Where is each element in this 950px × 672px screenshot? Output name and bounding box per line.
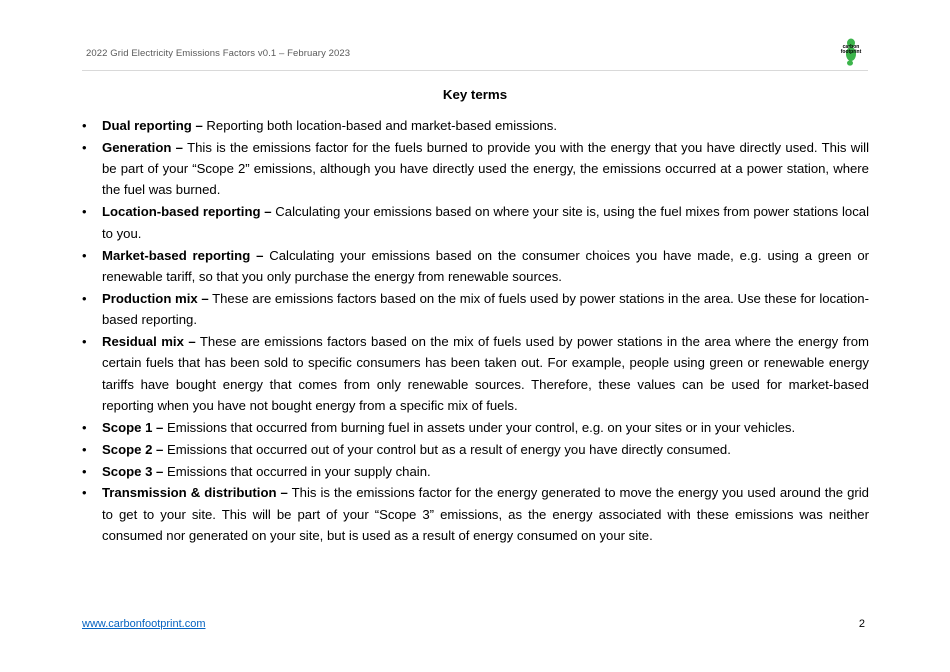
logo-text-line2: footprint (840, 49, 862, 55)
term-scope-2 (82, 439, 869, 460)
header-text: 2022 Grid Electricity Emissions Factors v0.1 – February 2023 (86, 48, 351, 59)
website-link[interactable]: www.carbonfootprint.com (82, 618, 206, 630)
term-description: This is the emissions factor for the fuels burned to provide you with the energy that you have directly used. This will be part of your “Scope 2” emissions, although you have directly used the energy, the emissions occurred at a power station, where the fuel was burned. (102, 139, 869, 198)
term-scope-1 (82, 417, 869, 438)
term-market-based-reporting (82, 245, 869, 288)
term-description: Emissions that occurred in your supply chain. (163, 463, 431, 479)
term-transmission-distribution (82, 482, 869, 546)
bullet-icon: • (82, 139, 87, 155)
bullet-icon: • (82, 463, 87, 479)
term-description: Emissions that occurred out of your control but as a result of energy you have directly consumed. (163, 441, 731, 457)
page-header (82, 30, 868, 71)
bullet-icon: • (82, 419, 87, 435)
term-description: Reporting both location-based and market-based emissions. (202, 118, 558, 133)
term-production-mix (82, 288, 869, 331)
bullet-icon: • (82, 333, 87, 349)
logo-wordmark (838, 45, 864, 55)
term-description: Calculating your emissions based on the consumer choices you have made, e.g. using a green or renewable tariff, so that you only purchase the energy from renewable sources. (102, 247, 869, 284)
term-name: Market-based reporting – (102, 247, 264, 263)
bullet-icon: • (82, 290, 87, 306)
term-name: Generation – (102, 139, 183, 155)
bullet-icon: • (82, 204, 87, 220)
term-description: Calculating your emissions based on where your site is, using the fuel mixes from power stations local to you. (102, 204, 869, 241)
term-generation (82, 137, 869, 201)
bullet-icon: • (82, 247, 87, 263)
term-name: Transmission & distribution – (102, 485, 288, 501)
term-scope-3 (82, 461, 869, 482)
term-dual-reporting (82, 115, 869, 136)
term-name: Production mix – (102, 290, 209, 306)
term-description: These are emissions factors based on the mix of fuels used by power stations in the area where the energy from certain fuels that has been sold to specific consumers has been taken out. For example, people using green or renewable energy tariffs have bought energy that comes from only renewable sources. Therefore, these values can be used for market-based reporting when you have not bought energy from a specific mix of fuels. (102, 333, 869, 413)
term-name: Scope 2 – (102, 441, 164, 457)
carbon-footprint-logo (838, 38, 864, 66)
term-name: Residual mix – (102, 333, 196, 349)
bullet-icon: • (82, 118, 87, 133)
term-description: This is the emissions factor for the energy generated to move the energy you used around the grid to get to your site. This will be part of your “Scope 3” emissions, as the energy associated with these emissions was neither consumed nor generated on your site, but is used as a result of energy consumed on your site. (102, 485, 869, 543)
term-name: Scope 1 – (102, 419, 164, 435)
page-title: Key terms (442, 87, 508, 102)
term-residual-mix (82, 331, 869, 416)
term-name: Dual reporting – (102, 118, 203, 133)
term-location-based-reporting (82, 201, 869, 244)
term-description: Emissions that occurred from burning fuel in assets under your control, e.g. on your sites or in your vehicles. (163, 419, 796, 435)
page-number: 2 (858, 618, 865, 630)
bullet-icon: • (82, 485, 87, 501)
logo-text-line1: carbon (842, 44, 860, 50)
term-description: These are emissions factors based on the mix of fuels used by power stations in the area. Use these for location-based reporting. (102, 290, 869, 328)
key-terms-list (82, 115, 869, 547)
term-name: Scope 3 – (102, 463, 164, 479)
bullet-icon: • (82, 441, 87, 457)
term-name: Location-based reporting – (102, 204, 272, 220)
